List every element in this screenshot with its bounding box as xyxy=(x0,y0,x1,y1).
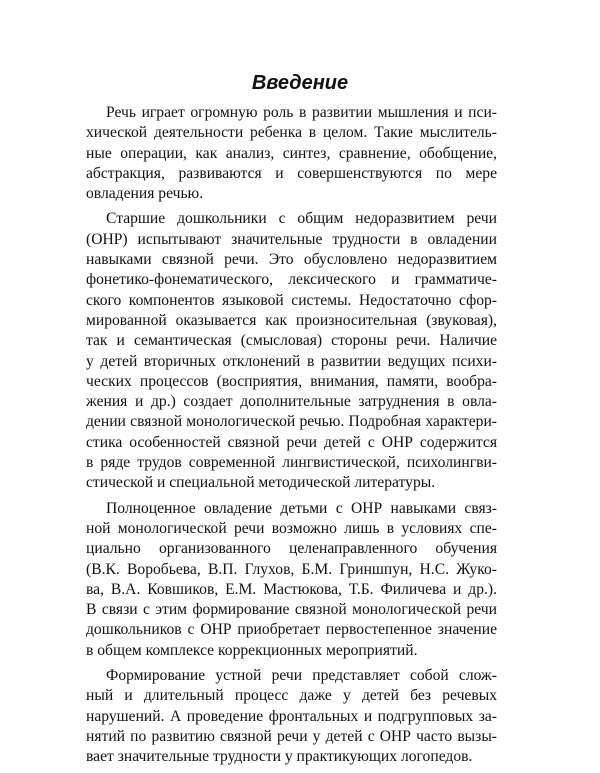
text-line: жения и др.) создает дополнительные затруднения в овла- xyxy=(86,393,497,411)
text-line: Формирование устной речи представляет собой слож- xyxy=(106,667,497,685)
text-line: хической деятельности ребенка в целом. Такие мыслитель- xyxy=(86,124,497,142)
text-line: овладения речью. xyxy=(86,185,204,203)
text-line: нарушений. А проведение фронтальных и подгрупповых за- xyxy=(86,707,497,725)
text-line: фонетико-фонематического, лексического и грамматиче- xyxy=(86,271,497,289)
text-line: циально организованного целенаправленного обучения xyxy=(86,540,497,558)
text-line: в общем комплексе коррекционных мероприятий. xyxy=(86,641,418,659)
text-line: ва, В.А. Ковшиков, Е.М. Мастюкова, Т.Б. Филичева и др.). xyxy=(86,580,497,598)
text-line: ный и длительный процесс даже у детей без речевых xyxy=(86,687,497,705)
text-line: стика особенностей связной речи детей с ОНР содержится xyxy=(86,433,497,451)
text-line: мированной оказывается как произносительная (звуковая), xyxy=(86,311,497,329)
text-line: В связи с этим формирование связной монологической речи xyxy=(86,601,497,619)
body-text xyxy=(86,103,497,773)
text-line: в ряде трудов современной лингвистической, психолингви- xyxy=(86,454,497,472)
text-line: ные операции, как анализ, синтез, сравнение, обобщение, xyxy=(86,144,497,162)
page-title: Введение xyxy=(251,72,349,94)
text-line: Полноценное овладение детьми с ОНР навыками связ- xyxy=(106,499,497,517)
text-line: ского компонентов языковой системы. Недостаточно сфор- xyxy=(86,291,497,309)
text-line: стической и специальной методической литературы. xyxy=(86,474,436,492)
text-line: Старшие дошкольники с общим недоразвитием речи xyxy=(106,210,497,228)
text-line: навыками связной речи. Это обусловлено недоразвитием xyxy=(86,251,497,269)
text-line: абстракция, развиваются и совершенствуются по мере xyxy=(86,164,497,182)
text-line: у детей вторичных отклонений в развитии ведущих психи- xyxy=(86,352,497,370)
text-line: ческих процессов (восприятия, внимания, памяти, вообра- xyxy=(86,372,497,390)
text-line: ной монологической речи возможно лишь в условиях спе- xyxy=(86,519,497,537)
paragraph-2 xyxy=(86,209,497,493)
text-line: дении связной монологической речью. Подробная характери- xyxy=(86,413,497,431)
text-line: дошкольников с ОНР приобретает первостепенное значение xyxy=(86,621,497,639)
text-line: нятий по развитию связной речи у детей с ОНР часто вызы- xyxy=(86,727,497,745)
text-line: Речь играет огромную роль в развитии мышления и пси- xyxy=(106,104,497,121)
paragraph-1 xyxy=(86,103,497,204)
text-line: вает значительные трудности у практикующих логопедов. xyxy=(86,748,473,766)
text-line: (В.К. Воробьева, В.П. Глухов, Б.М. Гриншпун, Н.С. Жуко- xyxy=(86,560,497,578)
paragraph-3 xyxy=(86,499,497,661)
text-line: так и семантическая (смысловая) стороны речи. Наличие xyxy=(86,332,497,350)
text-line: (ОНР) испытывают значительные трудности в овладении xyxy=(86,230,497,248)
paragraph-4 xyxy=(86,666,497,767)
